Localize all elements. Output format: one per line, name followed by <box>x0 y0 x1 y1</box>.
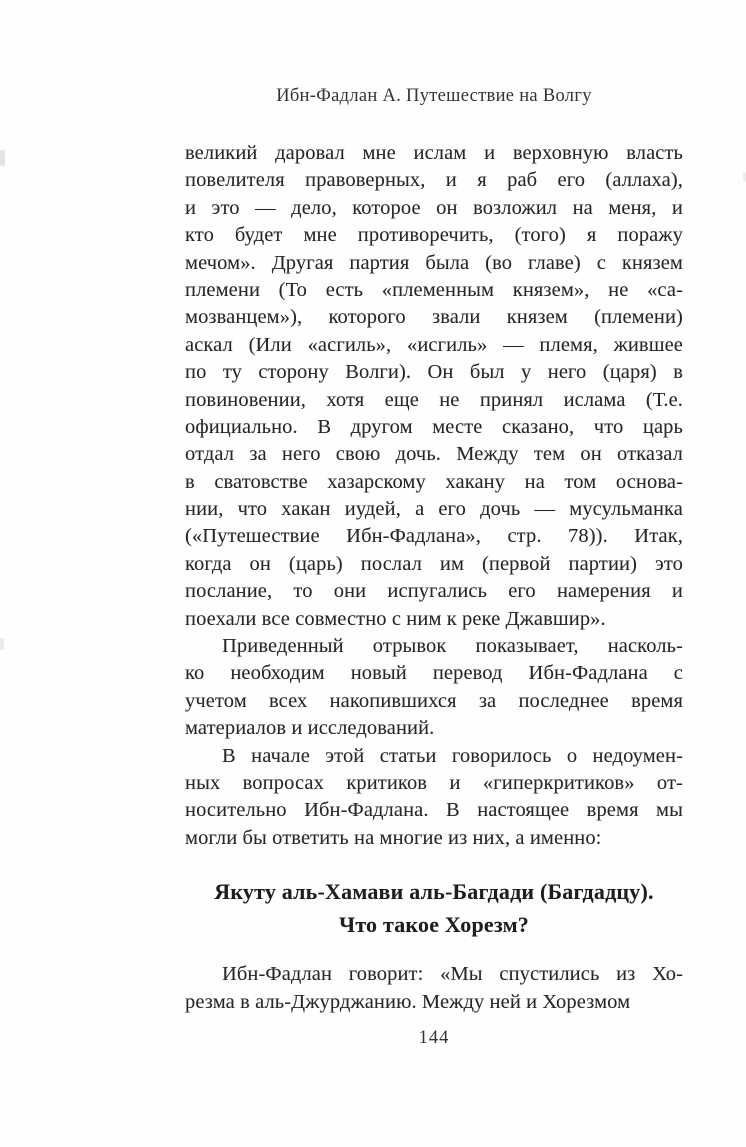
text-line: учетом всех накопившихся за последнее время <box>185 689 683 712</box>
section-heading-line: Что такое Хорезм? <box>338 912 529 938</box>
section-heading <box>185 875 683 941</box>
scan-edge-artifact <box>0 150 5 166</box>
text-line: и это — дело, которое он возложил на меня, и <box>185 196 683 219</box>
text-line: аскал (Или «асгиль», «исгиль» — племя, жившее <box>185 333 683 356</box>
text-line: повиновении, хотя еще не принял ислама (Т.е. <box>185 388 683 411</box>
text-line: племени (То есть «племенным князем», не «са- <box>185 278 683 301</box>
text-line: резма в аль-Джурджанию. Между ней и Хорезмом <box>185 990 631 1013</box>
text-line: носительно Ибн-Фадлана. В настоящее время мы <box>185 799 683 822</box>
text-line: нии, что хакан иудей, а его дочь — мусульманка <box>185 498 683 521</box>
text-line: («Путешествие Ибн-Фадлана», стр. 78)). Итак, <box>185 525 683 548</box>
text-line: по ту сторону Волги). Он был у него (царя) в <box>185 361 683 384</box>
text-line: повелителя правоверных, и я раб его (аллаха), <box>185 169 683 192</box>
text-line: Приведенный отрывок показывает, насколь- <box>222 635 683 658</box>
text-line: в сватовстве хазарскому хакану на том основа- <box>185 470 683 493</box>
text-line: ных вопросах критиков и «гиперкритиков» от- <box>185 771 683 794</box>
text-line: послание, то они испугались его намерения и <box>185 580 683 603</box>
text-line: когда он (царь) послал им (первой партии) это <box>185 552 683 575</box>
text-line: мечом». Другая партия была (во главе) с князем <box>185 251 683 274</box>
text-line: Ибн-Фадлан говорит: «Мы спустились из Хо- <box>222 963 683 986</box>
text-line: материалов и исследований. <box>185 717 435 740</box>
page-number: 144 <box>418 1028 450 1048</box>
section-heading-line: Якуту аль-Хамави аль-Багдади (Багдадцу). <box>214 879 654 905</box>
text-line: кто будет мне противоречить, (того) я поражу <box>185 224 683 247</box>
text-line: могли бы ответить на многие из них, а именно: <box>185 826 602 849</box>
text-line: мозванцем»), которого звали князем (племени) <box>185 306 683 329</box>
running-header: Ибн-Фадлан А. Путешествие на Волгу <box>276 86 592 106</box>
text-line: великий даровал мне ислам и верховную власть <box>185 142 683 164</box>
text-line: ко необходим новый перевод Ибн-Фадлана с <box>185 662 683 685</box>
scan-edge-artifact <box>0 638 4 650</box>
text-line: официально. В другом месте сказано, что царь <box>185 415 683 438</box>
text-line: В начале этой статьи говорилось о недоумен- <box>222 744 683 767</box>
body-text <box>185 140 683 1016</box>
text-line: поехали все совместно с ним к реке Джавшир». <box>185 607 606 630</box>
text-line: отдал за него свою дочь. Между тем он отказал <box>185 443 683 466</box>
